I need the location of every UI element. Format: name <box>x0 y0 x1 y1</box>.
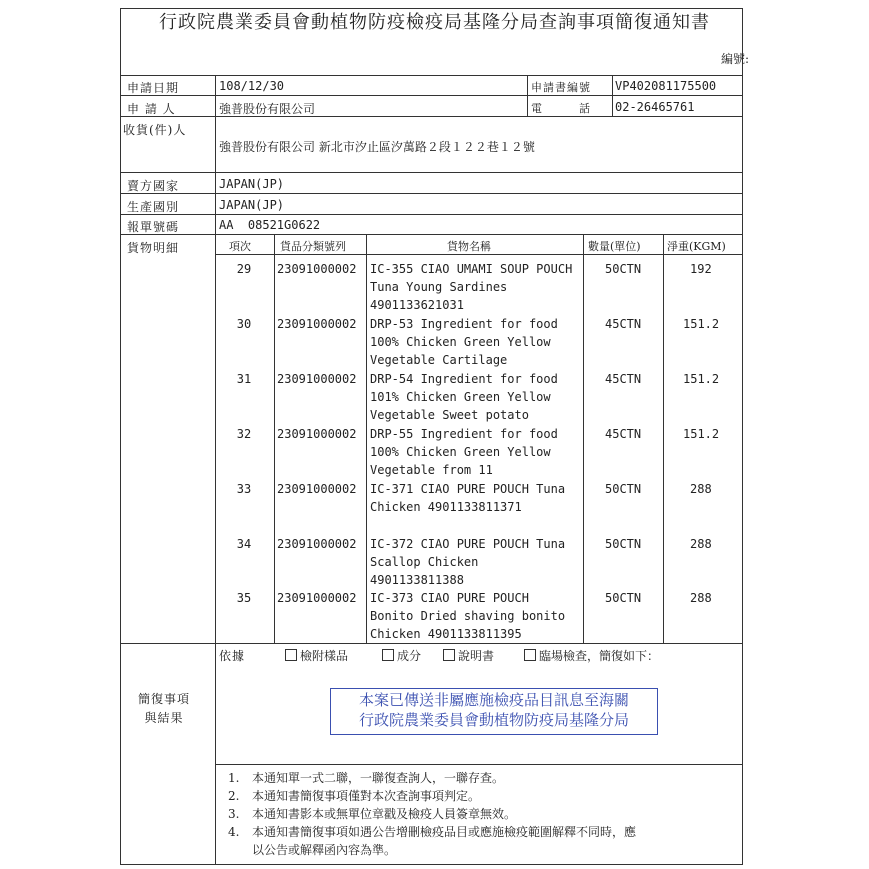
row-qty: 45CTN <box>605 427 642 441</box>
rule <box>612 75 613 116</box>
serial-label: 編號: <box>720 52 749 66</box>
row-qty: 50CTN <box>605 591 642 605</box>
stamp-line-2: 行政院農業委員會動植物防疫局基隆分局 <box>358 711 629 729</box>
apply-date-label: 申請日期 <box>127 81 180 95</box>
origin-value: JAPAN(JP) <box>219 198 285 212</box>
row-qty: 50CTN <box>605 262 642 276</box>
rule <box>120 214 743 215</box>
note-3: 3. 本通知書影本或無單位章戳及檢疫人員簽章無效。 <box>228 807 517 821</box>
apply-date-value: 108/12/30 <box>219 79 285 93</box>
rule <box>215 75 216 865</box>
col-header-weight: 淨重(KGM) <box>667 240 726 253</box>
row-no: 35 <box>236 591 252 605</box>
rule <box>274 234 275 643</box>
app-no-value: VP402081175500 <box>615 79 717 93</box>
row-no: 29 <box>236 262 252 276</box>
basis-option-ingredient: 成分 <box>382 647 421 664</box>
row-no: 34 <box>236 537 252 551</box>
row-name: IC-371 CIAO PURE POUCH Tuna Chicken 4901133811371 <box>370 482 566 514</box>
rule <box>663 234 664 643</box>
applicant-value: 強普股份有限公司 <box>219 102 316 116</box>
seller-country-label: 賣方國家 <box>127 179 180 193</box>
row-qty: 45CTN <box>605 317 642 331</box>
row-weight: 151.2 <box>683 372 720 386</box>
row-code: 23091000002 <box>277 591 357 605</box>
basis-option-inspection: 臨場檢查，簡復如下： <box>524 647 659 664</box>
quarantine-stamp <box>330 688 658 735</box>
consignee-label: 收貨(件)人 <box>123 123 187 137</box>
row-weight: 151.2 <box>683 427 720 441</box>
note-2: 2. 本通知書簡復事項僅對本次查詢事項判定。 <box>228 789 481 803</box>
row-code: 23091000002 <box>277 262 357 276</box>
phone-label: 電 話 <box>531 102 591 115</box>
row-no: 32 <box>236 427 252 441</box>
row-code: 23091000002 <box>277 317 357 331</box>
rule <box>583 234 584 643</box>
rule <box>120 116 743 117</box>
rule <box>120 172 743 173</box>
row-code: 23091000002 <box>277 482 357 496</box>
rule <box>120 643 743 644</box>
row-name: IC-372 CIAO PURE POUCH Tuna Scallop Chicken 4901133811388 <box>370 537 566 587</box>
row-code: 23091000002 <box>277 427 357 441</box>
row-no: 30 <box>236 317 252 331</box>
row-name: IC-355 CIAO UMAMI SOUP POUCH Tuna Young Sardines 4901133621031 <box>370 262 573 312</box>
basis-option-sample: 檢附樣品 <box>285 647 348 664</box>
row-code: 23091000002 <box>277 372 357 386</box>
row-no: 31 <box>236 372 252 386</box>
stamp-line-1: 本案已傳送非屬應施檢疫品目訊息至海關 <box>358 691 629 709</box>
checkbox-icon <box>443 649 455 661</box>
col-header-code: 貨品分類號列 <box>280 240 346 253</box>
note-4-cont: 以公告或解釋函內容為準。 <box>252 843 397 857</box>
row-name: IC-373 CIAO PURE POUCH Bonito Dried shaving bonito Chicken 4901133811395 <box>370 591 566 641</box>
rule <box>120 193 743 194</box>
rule <box>120 95 743 96</box>
declaration-label: 報單號碼 <box>127 220 180 234</box>
goods-detail-label: 貨物明細 <box>127 241 180 255</box>
row-weight: 288 <box>690 482 712 496</box>
row-qty: 50CTN <box>605 482 642 496</box>
row-name: DRP-53 Ingredient for food 100% Chicken Green Yellow Vegetable Cartilage <box>370 317 558 367</box>
checkbox-icon <box>524 649 536 661</box>
row-qty: 45CTN <box>605 372 642 386</box>
seller-country-value: JAPAN(JP) <box>219 177 285 191</box>
row-weight: 288 <box>690 537 712 551</box>
row-code: 23091000002 <box>277 537 357 551</box>
row-no: 33 <box>236 482 252 496</box>
rule <box>120 75 743 76</box>
row-qty: 50CTN <box>605 537 642 551</box>
basis-option-manual: 說明書 <box>443 647 494 664</box>
applicant-label: 申 請 人 <box>127 102 176 116</box>
row-name: DRP-55 Ingredient for food 100% Chicken Green Yellow Vegetable from 11 <box>370 427 558 477</box>
rule <box>215 764 743 765</box>
note-1: 1. 本通知單一式二聯，一聯復查詢人，一聯存查。 <box>228 771 505 785</box>
row-weight: 192 <box>690 262 712 276</box>
rule <box>527 75 528 116</box>
phone-value: 02-26465761 <box>615 100 695 114</box>
row-name: DRP-54 Ingredient for food 101% Chicken Green Yellow Vegetable Sweet potato <box>370 372 558 422</box>
declaration-value: AA 08521G0622 <box>219 218 321 232</box>
row-weight: 288 <box>690 591 712 605</box>
result-label: 簡復事項 與結果 <box>138 692 191 725</box>
consignee-value: 強普股份有限公司 新北市汐止區汐萬路２段１２２巷１２號 <box>219 140 535 154</box>
origin-label: 生產國別 <box>127 200 180 214</box>
document-title: 行政院農業委員會動植物防疫檢疫局基隆分局查詢事項簡復通知書 <box>159 12 710 33</box>
checkbox-icon <box>285 649 297 661</box>
app-no-label: 申請書編號 <box>531 81 591 94</box>
note-4: 4. 本通知書簡復事項如遇公告增刪檢疫品目或應施檢疫範圍解釋不同時，應 <box>228 825 637 839</box>
basis-label: 依據 <box>219 649 246 663</box>
col-header-name: 貨物名稱 <box>447 240 491 253</box>
col-header-qty: 數量(單位) <box>588 240 641 253</box>
row-weight: 151.2 <box>683 317 720 331</box>
rule <box>120 234 743 235</box>
checkbox-icon <box>382 649 394 661</box>
rule <box>366 234 367 643</box>
col-header-no: 項次 <box>229 240 251 253</box>
